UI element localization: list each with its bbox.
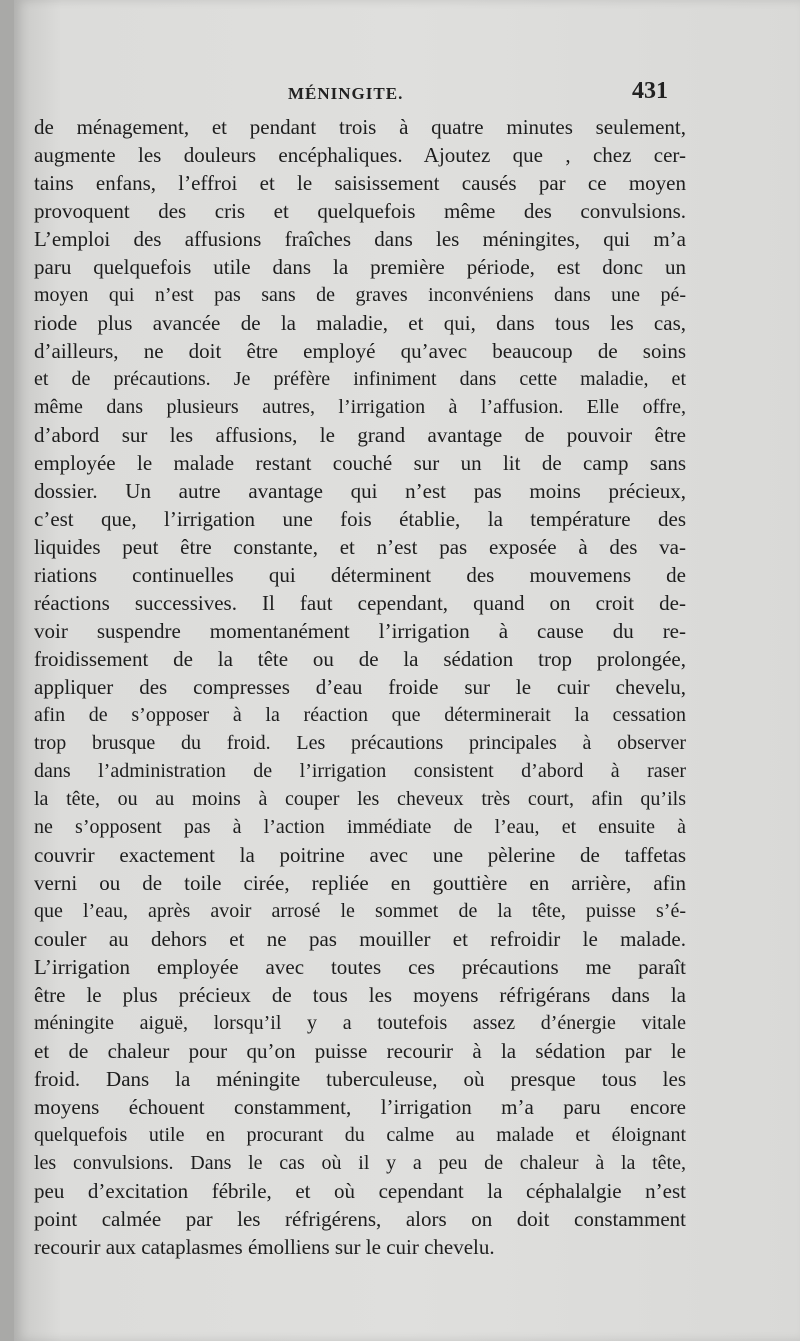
text-line: employée le malade restant couché sur un lit de camp sans bbox=[34, 451, 686, 475]
text-line: tains enfans, l’effroi et le saisissement causés par ce moyen bbox=[34, 171, 686, 195]
book-page bbox=[14, 0, 800, 1341]
text-line: réactions successives. Il faut cependant, quand on croit de- bbox=[34, 591, 686, 615]
text-line: point calmée par les réfrigérens, alors on doit constamment bbox=[34, 1207, 686, 1231]
text-line: la tête, ou au moins à couper les cheveux très court, afin qu’ils bbox=[34, 788, 686, 810]
text-line: et de précautions. Je préfère infiniment dans cette maladie, et bbox=[34, 368, 686, 390]
body-text bbox=[34, 113, 686, 1261]
text-line: L’emploi des affusions fraîches dans les méningites, qui m’a bbox=[34, 227, 686, 251]
text-line: moyens échouent constamment, l’irrigation m’a paru encore bbox=[34, 1095, 686, 1119]
text-line: L’irrigation employée avec toutes ces précautions me paraît bbox=[34, 955, 686, 979]
text-line: riode plus avancée de la maladie, et qui, dans tous les cas, bbox=[34, 311, 686, 335]
text-line: de ménagement, et pendant trois à quatre minutes seulement, bbox=[34, 115, 686, 139]
text-line: recourir aux cataplasmes émolliens sur le cuir chevelu. bbox=[34, 1235, 495, 1259]
text-line: froid. Dans la méningite tuberculeuse, où presque tous les bbox=[34, 1067, 686, 1091]
text-line: ne s’opposent pas à l’action immédiate de l’eau, et ensuite à bbox=[34, 816, 686, 838]
text-line: couvrir exactement la poitrine avec une pèlerine de taffetas bbox=[34, 843, 686, 867]
text-line: quelquefois utile en procurant du calme au malade et éloignant bbox=[34, 1124, 686, 1146]
text-line: couler au dehors et ne pas mouiller et refroidir le malade. bbox=[34, 927, 686, 951]
page-number: 431 bbox=[632, 78, 668, 104]
text-line: d’ailleurs, ne doit être employé qu’avec beaucoup de soins bbox=[34, 339, 686, 363]
text-line: même dans plusieurs autres, l’irrigation à l’affusion. Elle offre, bbox=[34, 396, 686, 418]
text-line: être le plus précieux de tous les moyens réfrigérans dans la bbox=[34, 983, 686, 1007]
text-line: verni ou de toile cirée, repliée en gouttière en arrière, afin bbox=[34, 871, 686, 895]
text-line: méningite aiguë, lorsqu’il y a toutefois assez d’énergie vitale bbox=[34, 1012, 686, 1034]
text-line: augmente les douleurs encéphaliques. Ajoutez que , chez cer- bbox=[34, 143, 686, 167]
text-line: moyen qui n’est pas sans de graves inconvéniens dans une pé- bbox=[34, 284, 686, 306]
text-line: appliquer des compresses d’eau froide sur le cuir chevelu, bbox=[34, 675, 686, 699]
text-line: liquides peut être constante, et n’est pas exposée à des va- bbox=[34, 535, 686, 559]
text-line: peu d’excitation fébrile, et où cependant la céphalalgie n’est bbox=[34, 1179, 686, 1203]
page-header bbox=[14, 78, 800, 112]
text-line: froidissement de la tête ou de la sédation trop prolongée, bbox=[34, 647, 686, 671]
text-line: dossier. Un autre avantage qui n’est pas moins précieux, bbox=[34, 479, 686, 503]
text-line: provoquent des cris et quelquefois même des convulsions. bbox=[34, 199, 686, 223]
text-line: dans l’administration de l’irrigation consistent d’abord à raser bbox=[34, 760, 686, 782]
text-line: c’est que, l’irrigation une fois établie, la température des bbox=[34, 507, 686, 531]
text-line: que l’eau, après avoir arrosé le sommet de la tête, puisse s’é- bbox=[34, 900, 686, 922]
text-line: et de chaleur pour qu’on puisse recourir à la sédation par le bbox=[34, 1039, 686, 1063]
running-head: MÉNINGITE. bbox=[288, 84, 404, 103]
text-line: afin de s’opposer à la réaction que déterminerait la cessation bbox=[34, 704, 686, 726]
text-line: riations continuelles qui déterminent des mouvemens de bbox=[34, 563, 686, 587]
text-line: d’abord sur les affusions, le grand avantage de pouvoir être bbox=[34, 423, 686, 447]
text-line: voir suspendre momentanément l’irrigation à cause du re- bbox=[34, 619, 686, 643]
text-line: trop brusque du froid. Les précautions principales à observer bbox=[34, 732, 686, 754]
text-line: les convulsions. Dans le cas où il y a peu de chaleur à la tête, bbox=[34, 1152, 686, 1174]
text-line: paru quelquefois utile dans la première période, est donc un bbox=[34, 255, 686, 279]
